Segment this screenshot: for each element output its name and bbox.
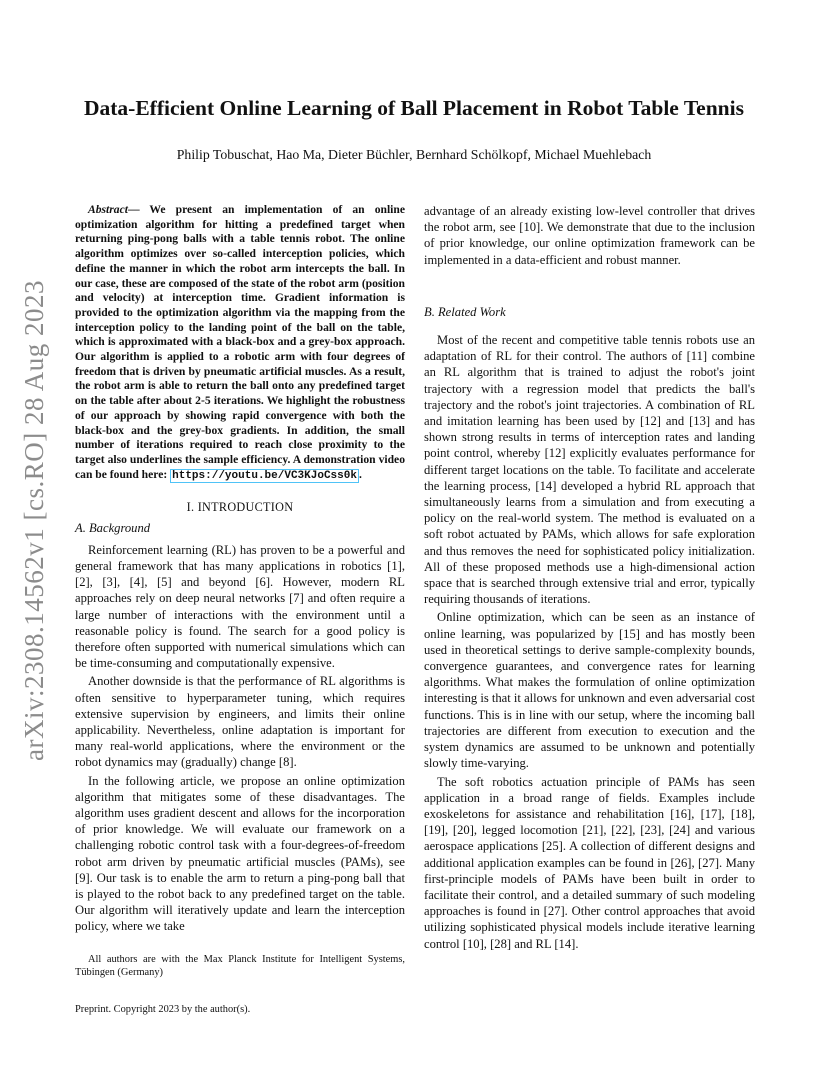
- left-column: [75, 203, 405, 1016]
- paragraph-continued: advantage of an already existing low-level controller that drives the robot arm, see [10]. We demonstrate that due to the inclusion of prior knowledge, our online optimization framework can be implemented in a data-efficient and robust manner.: [424, 204, 755, 267]
- paragraph-related-3: The soft robotics actuation principle of PAMs has seen application in a broad range of fields. Examples include exoskeletons for assistance and rehabilitation [16], [17], [18], [19], [20], legged locomotion [21], [22], [23], [24] and various aerospace applications [25]. A collection of different designs and additional application examples can be found in [26], [27]. Many first-principle models of PAMs have been built in order to facilitate their control, and a detailed summary of such modeling approaches is found in [27]. Other control approaches that avoid utilizing sophisticated physical models include iterative learning control [10], [28] and RL [14].: [424, 774, 755, 951]
- abstract-label: Abstract: [88, 203, 128, 216]
- section-number: I.: [186, 500, 198, 515]
- paragraph-background-2: Another downside is that the performance of RL algorithms is often sensitive to hyperparameter tuning, which requires extensive supervision by engineers, and limits their online applicability. Nevertheless, online adaptation is important for many real-world applications, where the environment or the robot dynamics may (gradually) change [8].: [75, 674, 405, 770]
- paragraph-background-1: Reinforcement learning (RL) has proven to be a powerful and general framework that has many applications in robotics [1], [2], [3], [4], [5] and beyond [6]. However, modern RL approaches rely on deep neural networks [7] and often require a large number of interactions with the environment until a reasonable policy is found. The search for a good policy is therefore often supported with numerical simulations which can be time-consuming and computationally expensive.: [75, 542, 405, 671]
- paragraph-related-1: Most of the recent and competitive table tennis robots use an adaptation of RL for their control. The authors of [11] combine an RL algorithm that is trained to adjust the robot's joint trajectory with a regression model that predicts the ball's trajectory and the robot's joint trajectories. A combination of RL and imitation learning has been used by [12] and [13] and has shown strong results in terms of interception rates and landing point control, whereby [12] explicitly evaluates performance for different target locations on the table. To facilitate and accelerate the learning process, [14] developed a hybrid RL approach that simultaneously learns from a simulation and from executing a policy on the real-world system. The method is evaluated on a soft robot actuated by PAMs, which allows for safe exploration and thus removes the need for sophisticated policy initialization. All of these proposed methods use a high-dimensional action space that is searched through extensive trial and error, typically requiring thousands of iterations.: [424, 333, 755, 607]
- demo-video-link[interactable]: https://youtu.be/VC3KJoCss0k: [172, 469, 357, 482]
- subsection-heading-background: A. Background: [75, 520, 151, 535]
- author-affiliation-footnote: All authors are with the Max Planck Institute for Intelligent Systems, Tübingen (Germany): [75, 953, 405, 978]
- abstract-text: — We present an implementation of an online optimization algorithm for hitting a predefined target when returning ping-pong balls with a table tennis robot. The online algorithm optimizes over so-called interception policies, which define the manner in which the robot arm intercepts the ball. In our case, these are composed of the state of the robot arm (position and velocity) at interception time. Gradient information is provided to the optimization algorithm via the mapping from the interception policy to the landing point of the ball on the table, which is approximated with a black-box and a grey-box approach. Our algorithm is applied to a robotic arm with four degrees of freedom that is driven by pneumatic artificial muscles. As a result, the robot arm is able to return the ball onto any predefined target on the table after about 2-5 iterations. We highlight the robustness of our approach by showing rapid convergence with both the black-box and the grey-box gradients. In addition, the small number of iterations required to reach close proximity to the target also underlines the sample efficiency. A demonstration video can be found here:: [75, 203, 405, 481]
- section-first-letter: I: [197, 500, 203, 515]
- abstract-end: .: [358, 467, 362, 481]
- paragraph-related-2: Online optimization, which can be seen as an instance of online learning, was popularized by [15] and has mostly been used in theoretical settings to derive sample-complexity bounds, convergence guarantees, and convergence rates for learning algorithms. What makes the formulation of online optimization interesting is that it allows for unknown and even adversarial cost functions. This is in line with our setup, where the incoming ball trajectories are different from execution to execution and the system dynamics are assumed to be unknown and potentially slowly time-varying.: [424, 610, 755, 771]
- abstract: [75, 203, 405, 483]
- paragraph-background-3: In the following article, we propose an online optimization algorithm that mitigates some of these disadvantages. The algorithm uses gradient descent and allows for the incorporation of prior knowledge. We will evaluate our framework on a challenging robotic control task with a four-degrees-of-freedom robot arm driven by pneumatic artificial muscles (PAMs), see [9]. Our task is to enable the arm to return a ping-pong ball that is played to the robot back to any predefined target on the table. Our algorithm will iteratively update and learn the interception policy, where we take: [75, 773, 405, 934]
- paper-title: Data-Efficient Online Learning of Ball Placement in Robot Table Tennis: [84, 96, 744, 120]
- arxiv-identifier[interactable]: arXiv:2308.14562v1 [cs.RO] 28 Aug 2023: [18, 279, 49, 761]
- section-title-rest: NTRODUCTION: [202, 500, 294, 515]
- preprint-notice: Preprint. Copyright 2023 by the author(s).: [75, 1003, 251, 1015]
- right-column: [424, 203, 755, 952]
- section-heading-introduction: [75, 499, 405, 515]
- arxiv-stamp: [14, 280, 54, 760]
- author-list: Philip Tobuschat, Hao Ma, Dieter Büchler, Bernhard Schölkopf, Michael Muehlebach: [176, 147, 652, 162]
- subsection-heading-related-work: B. Related Work: [424, 304, 506, 319]
